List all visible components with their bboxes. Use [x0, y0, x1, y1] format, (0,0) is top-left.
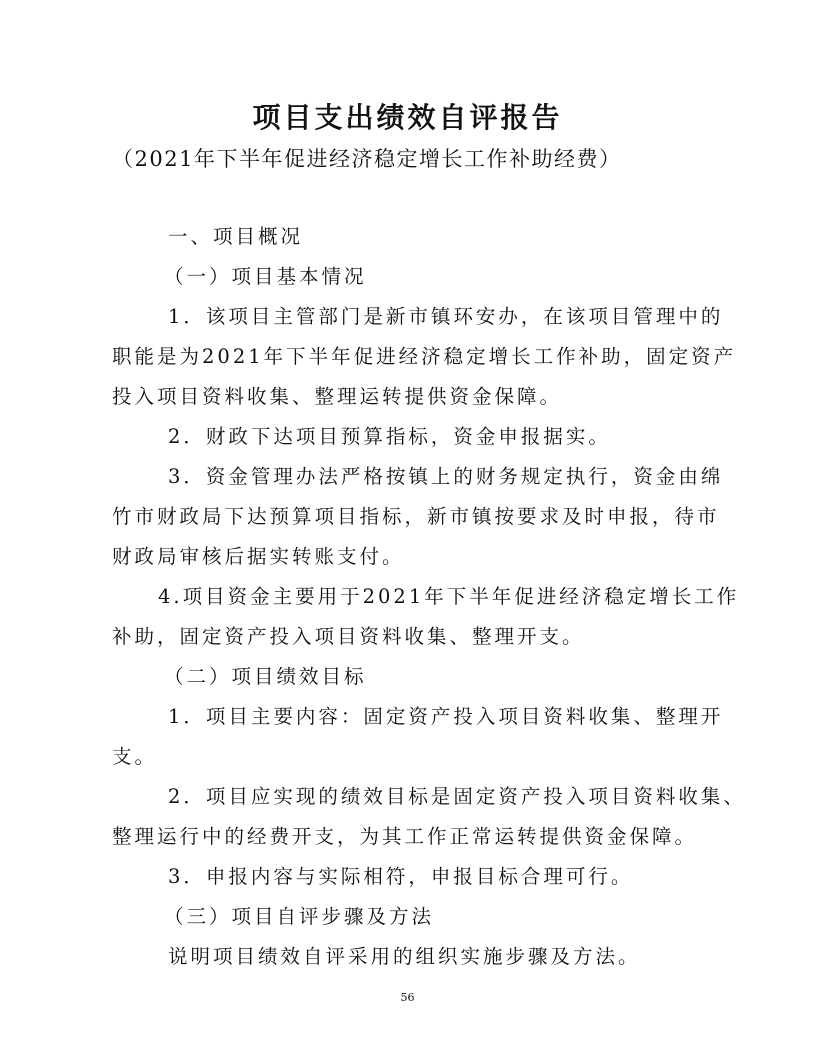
paragraph-line: 说明项目绩效自评采用的组织实施步骤及方法。	[168, 945, 641, 968]
paragraph-line: 支。	[112, 745, 158, 768]
subsection-heading-basic-info: （一）项目基本情况	[164, 265, 367, 288]
paragraph-line: 2．财政下达项目预算指标，资金申报据实。	[168, 425, 611, 448]
paragraph-line: 整理运行中的经费开支，为其工作正常运转提供资金保障。	[112, 825, 698, 848]
document-title: 项目支出绩效自评报告	[252, 101, 563, 134]
paragraph-line: 2．项目应实现的绩效目标是固定资产投入项目资料收集、	[168, 785, 746, 808]
page-number: 56	[400, 991, 415, 1004]
paragraph-line: 4.项目资金主要用于2021年下半年促进经济稳定增长工作	[158, 585, 740, 608]
paragraph-line: 1．该项目主管部门是新市镇环安办，在该项目管理中的	[168, 305, 724, 328]
document-subtitle: （2021年下半年促进经济稳定增长工作补助经费）	[112, 147, 622, 171]
paragraph-line: 财政局审核后据实转账支付。	[112, 545, 405, 568]
paragraph-line: 竹市财政局下达预算项目指标，新市镇按要求及时申报，待市	[112, 505, 720, 528]
paragraph-line: 1．项目主要内容：固定资产投入项目资料收集、整理开	[168, 705, 724, 728]
paragraph-line: 3．资金管理办法严格按镇上的财务规定执行，资金由绵	[168, 465, 724, 488]
subsection-heading-self-evaluation: （三）项目自评步骤及方法	[164, 905, 435, 928]
paragraph-line: 投入项目资料收集、整理运转提供资金保障。	[112, 385, 563, 408]
paragraph-line: 3．申报内容与实际相符，申报目标合理可行。	[168, 865, 634, 888]
subsection-heading-performance-goals: （二）项目绩效目标	[164, 665, 367, 688]
paragraph-line: 职能是为2021年下半年促进经济稳定增长工作补助，固定资产	[112, 345, 737, 368]
section-heading-overview: 一、项目概况	[168, 225, 304, 248]
paragraph-line: 补助，固定资产投入项目资料收集、整理开支。	[112, 625, 585, 648]
